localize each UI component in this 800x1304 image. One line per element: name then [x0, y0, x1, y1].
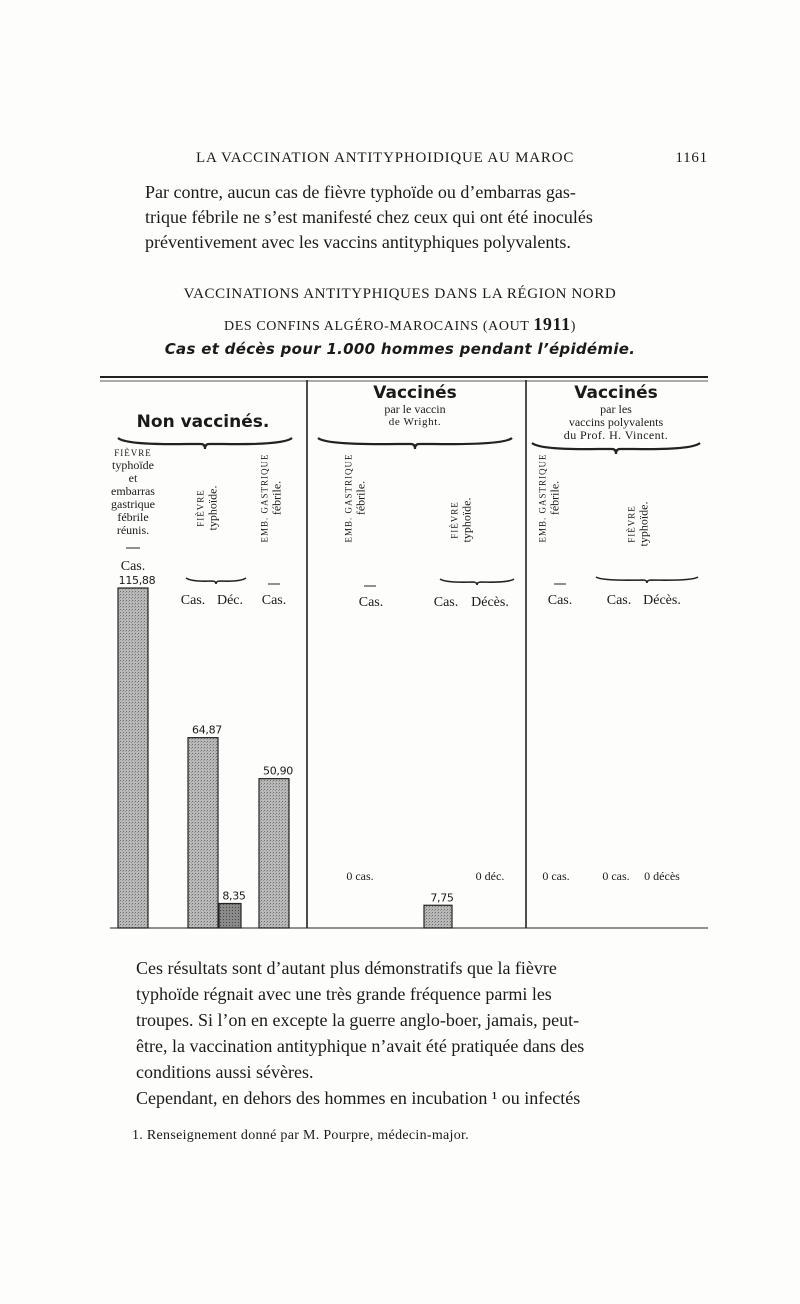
column-label: et — [128, 471, 138, 485]
measure-brace — [440, 579, 514, 585]
bar — [219, 904, 241, 928]
chart-title-line2-text: DES CONFINS ALGÉRO-MAROCAINS (AOUT — [223, 319, 534, 334]
measure-label: Cas. — [547, 593, 573, 608]
group-label: Non vaccinés. — [136, 412, 270, 432]
group-sublabel: par les — [600, 402, 632, 416]
measure-brace — [186, 578, 246, 584]
column-label: fébrile. — [353, 480, 368, 516]
group-brace — [318, 438, 512, 449]
zero-value-label: 0 cas. — [542, 869, 570, 883]
column-label: FIÈVRE — [626, 505, 637, 543]
column-label: fébrile. — [269, 480, 284, 516]
chart-title-year: 1911 — [533, 314, 571, 334]
measure-label: Cas. — [606, 593, 632, 608]
column-label: typhoïde. — [459, 497, 474, 543]
bar-chart — [0, 370, 800, 940]
column-label: FIÈVRE — [114, 448, 152, 458]
column-label: FIÈVRE — [449, 501, 460, 539]
column-label: typhoïde. — [205, 485, 220, 531]
group-sublabel: vaccins polyvalents — [568, 415, 664, 429]
running-header — [196, 150, 708, 172]
measure-label: Décès. — [643, 593, 681, 608]
column-label: EMB. GASTRIQUE — [537, 453, 548, 543]
bar-value-label: 7,75 — [430, 891, 454, 905]
bar-value-label: 64,87 — [192, 723, 222, 737]
measure-label: Cas. — [120, 559, 146, 574]
group-sublabel: de Wright. — [388, 416, 442, 428]
column-label: typhoïde. — [636, 501, 651, 547]
zero-value-label: 0 déc. — [475, 869, 505, 883]
column-label: gastrique — [111, 497, 155, 511]
page-number: 1161 — [675, 150, 708, 166]
intro-line: préventivement avec les vaccins antityphiques polyvalents. — [145, 232, 571, 252]
zero-value-label: 0 décès — [644, 869, 680, 883]
chart-title: VACCINATIONS ANTITYPHIQUES DANS LA RÉGION NORD — [183, 286, 617, 302]
zero-value-label: 0 cas. — [346, 869, 374, 883]
zero-value-label: 0 cas. — [602, 869, 630, 883]
measure-label: Cas. — [261, 593, 287, 608]
intro-line: trique fébrile ne s’est manifesté chez ceux qui ont été inoculés — [145, 207, 593, 227]
body-line: Cependant, en dehors des hommes en incubation ¹ ou infectés — [136, 1088, 581, 1108]
bar — [259, 779, 289, 928]
intro-line: Par contre, aucun cas de fièvre typhoïde ou d’embarras gas- — [145, 182, 576, 202]
column-label: fébrile — [117, 510, 149, 524]
bar-value-label: 50,90 — [263, 764, 293, 778]
footnote: 1. Renseignement donné par M. Pourpre, médecin-major. — [132, 1128, 470, 1143]
body-line: être, la vaccination antityphique n’avait été pratiquée dans des — [136, 1036, 585, 1056]
column-label: typhoïde — [112, 458, 154, 472]
column-label: embarras — [111, 484, 155, 498]
body-line: conditions aussi sévères. — [136, 1062, 314, 1082]
running-title: LA VACCINATION ANTITYPHOIDIQUE AU MAROC — [196, 150, 575, 166]
measure-label: Décès. — [471, 595, 509, 610]
body-line: troupes. Si l’on en excepte la guerre anglo-boer, jamais, peut- — [136, 1010, 580, 1030]
measure-label: Cas. — [180, 593, 206, 608]
measure-label: Cas. — [433, 595, 459, 610]
chart-subtitle: Cas et décès pour 1.000 hommes pendant l’épidémie. — [164, 340, 636, 358]
bar — [118, 588, 148, 928]
body-paragraph — [136, 955, 684, 1111]
group-label: Vaccinés — [373, 383, 457, 403]
bar-value-label: 8,35 — [222, 889, 246, 903]
chart-title-close: ) — [570, 319, 576, 334]
column-label: EMB. GASTRIQUE — [259, 453, 270, 543]
group-label: Vaccinés — [574, 383, 658, 403]
group-sublabel: par le vaccin — [384, 402, 446, 416]
column-label: EMB. GASTRIQUE — [343, 453, 354, 543]
measure-brace — [596, 577, 698, 583]
body-line: Ces résultats sont d’autant plus démonstratifs que la fièvre — [136, 958, 557, 978]
column-label: FIÈVRE — [195, 489, 206, 527]
chart-title-line2 — [100, 314, 700, 335]
column-label: fébrile. — [547, 480, 562, 516]
body-line: typhoïde régnait avec une très grande fréquence parmi les — [136, 984, 552, 1004]
column-label: réunis. — [116, 523, 150, 537]
bar-value-label: 115,88 — [118, 574, 156, 587]
measure-label: Cas. — [358, 595, 384, 610]
group-sublabel: du Prof. H. Vincent. — [563, 428, 669, 442]
group-brace — [532, 443, 700, 454]
intro-paragraph — [145, 180, 693, 255]
bar — [424, 905, 452, 928]
bar — [188, 738, 218, 928]
measure-label: Déc. — [216, 593, 244, 608]
